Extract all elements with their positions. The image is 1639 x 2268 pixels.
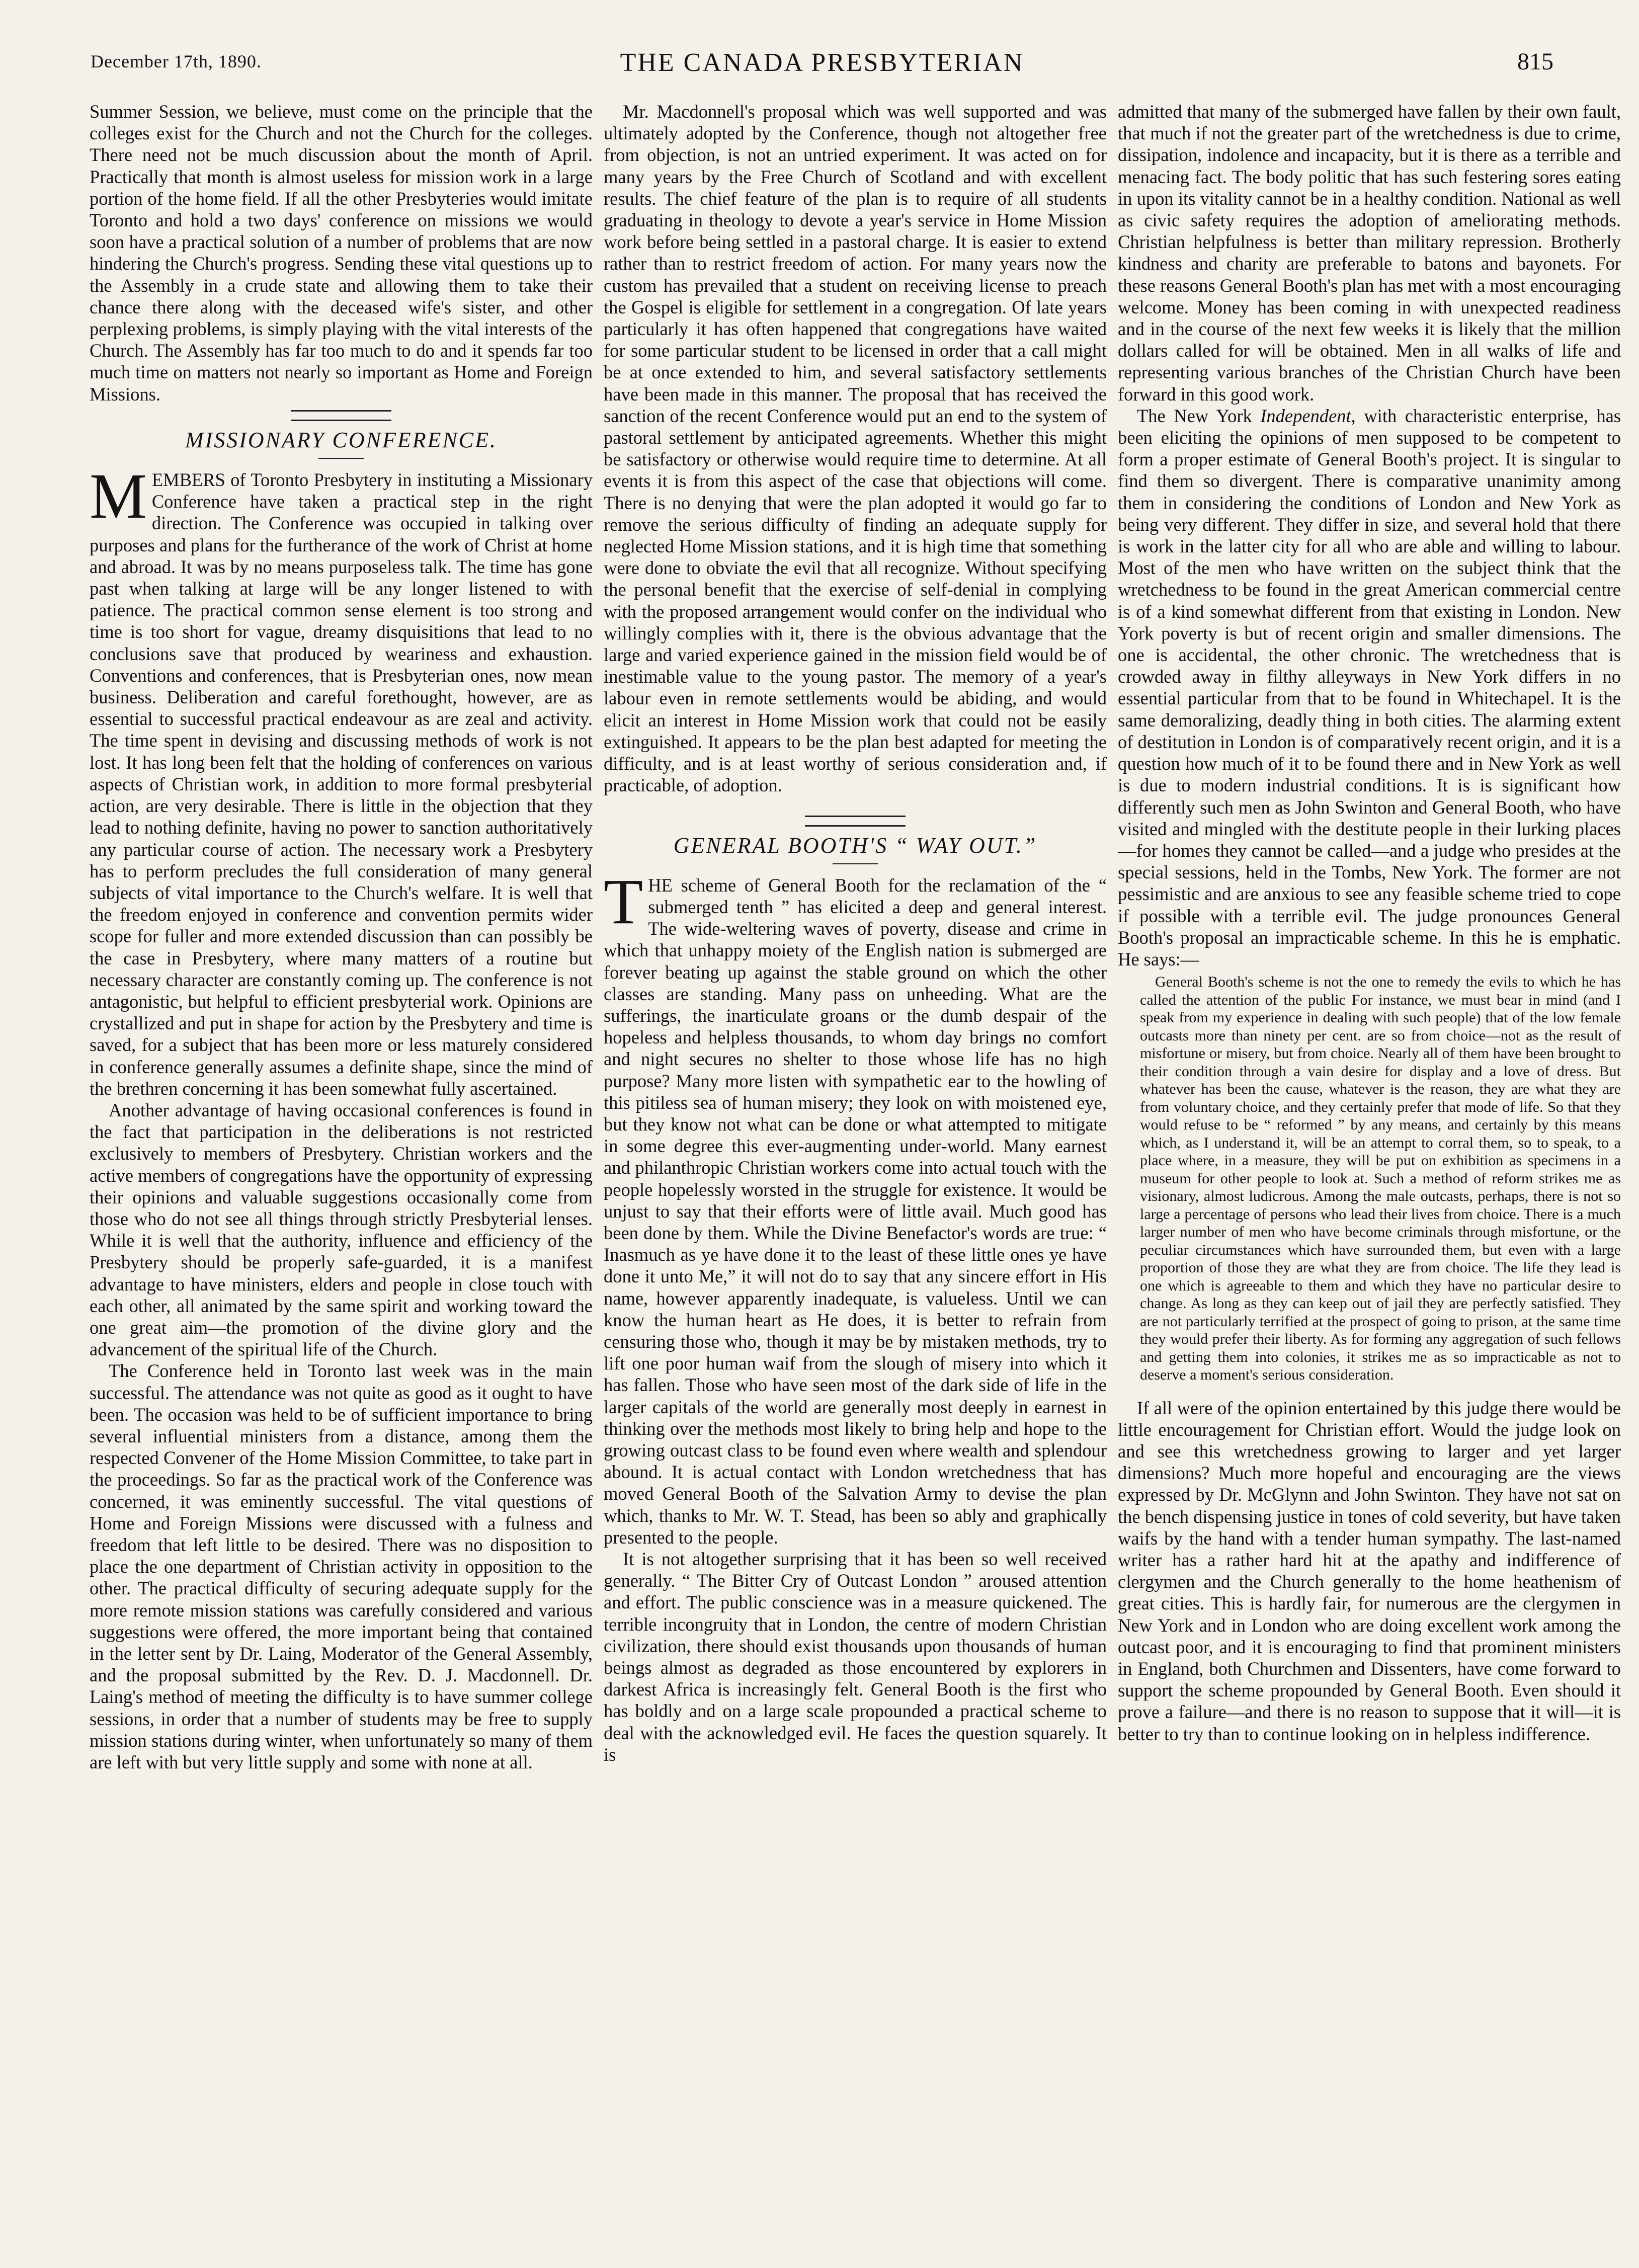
section-heading-general-booths-way-out: GENERAL BOOTH'S “ WAY OUT.”	[673, 833, 1037, 858]
drop-cap: T	[604, 865, 643, 937]
section-heading-missionary-conference: MISSIONARY CONFERENCE.	[185, 427, 498, 452]
paragraph: It is not altogether surprising that it has been so well received generally. “ The Bitter Cry of Outcast London ” aroused attention and effort. The public conscience was in a measure quickened. The terrible incongruity that in London, the centre of modern Christian civilization, there should exist thousands upon thousands of human beings almost as degraded as those encountered by explorers in darkest Africa is increasingly felt. General Booth is the first who has boldly and on a large scale propounded a practical scheme to deal with the acknowledged evil. He faces the question squarely. It is	[604, 1549, 1107, 1765]
heading-underline	[318, 458, 364, 459]
page-number: 815	[1517, 48, 1553, 75]
paragraph: If all were of the opinion entertained by this judge there would be little encouragement for Christian effort. Would the judge look on and see this wretchedness growing to larger and yet larger dimensions? Much more hopeful and encouraging are the views expressed by Dr. McGlynn and John Swinton. They have not sat on the bench dispensing justice in tones of cold severity, but have taken waifs by the hand with a tender human sympathy. The last-named writer has a rather hard hit at the apathy and indifference of clergymen and the Church generally to the home heathenism of great cities. This is hardly fair, for numerous are the clergymen in New York and in London who are doing excellent work among the outcast poor, and it is encouraging to find that prominent ministers in England, both Churchmen and Dissenters, have come forward to support the scheme propounded by General Booth. Even should it prove a failure—and there is no reason to suppose that it will—it is better to try than to continue looking on in helpless indifference.	[1118, 1397, 1621, 1744]
paragraph: The Conference held in Toronto last week was in the main successful. The attendance was not quite as good as it ought to have been. The occasion was held to be of sufficient importance to bring several influential ministers from a distance, among them the respected Convener of the Home Mission Committee, to take part in the proceedings. So far as the practical work of the Conference was concerned, it was eminently successful. The vital questions of Home and Foreign Missions were discussed with a fulness and freedom that left little to be desired. There was no disposition to place the one department of Christian activity in opposition to the other. The practical difficulty of securing adequate supply for the more remote mission stations was carefully considered and various suggestions were offered, the more important being that contained in the letter sent by Dr. Laing, Moderator of the General Assembly, and the proposal submitted by the Rev. D. J. Macdonnell. Dr. Laing's method of meeting the difficulty is to have summer college sessions, in order that a number of students may be free to supply mission stations during winter, when unfortunately so many of them are left with but very little supply and some with none at all.	[90, 1360, 593, 1773]
paragraph: Mr. Macdonnell's proposal which was well supported and was ultimately adopted by the Conference, though not altogether free from objection, is not an untried experiment. It was acted on for many years by the Free Church of Scotland and with excellent results. The chief feature of the plan is to require of all students graduating in theology to devote a year's service in Home Mission work before being settled in a pastoral charge. It is easier to extend rather than to restrict freedom of action. For many years now the custom has prevailed that a student on receiving license to preach the Gospel is eligible for settlement in a congregation. Of late years particularly it has often happened that congregations have waited for some particular student to be licensed in order that a call might be at once extended to him, and several satisfactory settlements have been made in this manner. The proposal that has received the sanction of the recent Conference would put an end to the system of pastoral settlement by anticipated agreements. Whether this might be satisfactory or otherwise would require time to determine. At all events it is from this aspect of the case that objections will come. There is no denying that were the plan adopted it would go far to remove the serious difficulty of finding an adequate supply for neglected Home Mission stations, and it is high time that something were done to obviate the evil that all recognize. Without specifying the personal benefit that the exercise of self-denial in complying with the proposed arrangement would confer on the individual who willingly complies with it, there is the obvious advantage that the large and varied experience gained in the mission field would be of inestimable value to the young pastor. The memory of a year's labour even in remote settlements would be abiding, and would elicit an interest in Home Mission work that could not be easily extinguished. It appears to be the plan best adapted for meeting the difficulty, and is at least worthy of serious consideration and, if practicable, of adoption.	[604, 101, 1107, 796]
paragraph: Another advantage of having occasional conferences is found in the fact that participation in the deliberations is not restricted exclusively to members of Presbytery. Christian workers and the active members of congregations have the opportunity of expressing their opinions and valuable suggestions occasionally come from those who do not see all things through strictly Presbyterial lenses. While it is well that the authority, influence and efficiency of the Presbytery should be properly safe-guarded, it is a manifest advantage to have ministers, elders and people in close touch with each other, all animated by the same spirit and working toward the one great aim—the promotion of the divine glory and the advancement of the spiritual life of the Church.	[90, 1099, 593, 1360]
paragraph: The New York Independent, with characteristic enterprise, has been eliciting the opinions of men supposed to be competent to form a proper estimate of General Booth's project. It is singular to find them so divergent. There is comparative unanimity among them in considering the conditions of London and New York as being very different. They differ in size, and several hold that there is work in the latter city for all who are able and willing to labour. Most of the men who have written on the subject think that the wretchedness to be found in the great American commercial centre is of a kind somewhat different from that existing in London. New York poverty is but of recent origin and smaller dimensions. The one is accidental, the other chronic. The wretchedness that is crowded away in filthy alleyways in New York differs in no essential particular from that to be found in Whitechapel. It is the same demoralizing, deadly thing in both cities. The alarming extent of destitution in London is of comparatively recent origin, and it is a question how much of it to be found there and in New York as well is due to modern industrial conditions. It is is significant how differently such men as John Swinton and General Booth, who have visited and mingled with the destitute people in their lurking places—for homes they cannot be called—and a judge who presides at the special sessions, held in the Tombs, New York. The former are not pessimistic and are anxious to see any feasible scheme tried to cope if possible with a terrible evil. The judge pronounces General Booth's proposal an impracticable scheme. In this he is emphatic. He says:—	[1118, 405, 1621, 969]
column-1	[90, 101, 593, 2254]
heading-underline	[833, 863, 878, 864]
issue-date: December 17th, 1890.	[91, 51, 262, 71]
paragraph: THE scheme of General Booth for the reclamation of the “ submerged tenth ” has elicited a deep and general interest. The wide-weltering waves of poverty, disease and crime in which that unhappy moiety of the English nation is submerged are forever beating up against the stable ground on which the other classes are standing. Many pass on unheeding. What are the sufferings, the inarticulate groans or the dumb despair of the hopeless and helpless thousands, to whom day brings no comfort and night secures no shelter to those whose life has no high purpose? Many more listen with sympathetic ear to the howling of this pitiless sea of human misery; they look on with moistened eye, but they know not what can be done or what attempted to mitigate in some degree this ever-augmenting under-world. Many earnest and philanthropic Christian workers come into actual touch with the people hopelessly worsted in the struggle for existence. It would be unjust to say that their efforts were of little avail. Much good has been done by them. While the Divine Benefactor's words are true: “ Inasmuch as ye have done it to the least of these little ones ye have done it unto Me,” it will not do to say that any sincere effort in His name, however apparently inadequate, is valueless. Until we can know the human heart as He does, it is better to refrain from censuring those who, though it may be by mistaken methods, try to lift one poor human waif from the slough of misery into which it has fallen. Those who have seen most of the dark side of life in the larger capitals of the world are generally most deeply in earnest in thinking over the methods most likely to bring help and hope to the growing outcast class to be found even where wealth and splendour abound. It is actual contact with London wretchedness that has moved General Booth of the Salvation Army to devise the plan which, thanks to Mr. W. T. Stead, has been so ably and graphically presented to the people.	[604, 865, 1107, 1548]
publication-title: Independent	[1260, 405, 1351, 426]
column-2	[604, 101, 1107, 2254]
paragraph: admitted that many of the submerged have fallen by their own fault, that much if not the greater part of the wretchedness is due to crime, dissipation, indolence and incapacity, but it is there as a terrible and menacing fact. The body politic that has such festering sores eating in upon its vitality cannot be in a healthy condition. National as well as civic safety requires the adoption of ameliorating methods. Christian helpfulness is better than military repression. Brotherly kindness and charity are preferable to batons and bayonets. For these reasons General Booth's plan has met with a most encouraging welcome. Money has been coming in with unexpected readiness and in the course of the next few weeks it is likely that the million dollars called for will be obtained. Men in all walks of life and representing various branches of the Christian Church have been forward in this good work.	[1118, 101, 1621, 404]
section-divider	[805, 816, 906, 827]
page-header	[91, 48, 1553, 83]
masthead-title: THE CANADA PRESBYTERIAN	[620, 48, 1024, 77]
column-3	[1118, 101, 1621, 2254]
drop-cap: M	[90, 460, 147, 532]
paragraph: MEMBERS of Toronto Presbytery in instituting a Missionary Conference have taken a practical step in the right direction. The Conference was occupied in talking over purposes and plans for the furtherance of the work of Christ at home and abroad. It was by no means purposeless talk. The time has gone past when talking at large will be any longer listened to with patience. The practical common sense element is too strong and time is too short for vague, dreamy disquisitions that lead to no conclusions save that produced by weariness and exhaustion. Conventions and conferences, that is Presbyterian ones, now mean business. Deliberation and careful forethought, however, are as essential to successful practical endeavour as are zeal and activity. The time spent in devising and discussing methods of work is not lost. It has long been felt that the holding of conferences on various aspects of Christian work, in addition to more formal presbyterial action, are very desirable. There is little in the objection that they lead to nothing definite, having no power to sanction authoritatively any particular course of action. The necessary work a Presbytery has to perform precludes the full consideration of many general subjects of vital importance to the Church's welfare. It is well that the freedom enjoyed in conference and convention permits wider scope for fuller and more extended discussion than can possibly be the case in Presbytery, where many matters of a routine but necessary character are constantly coming up. The conference is not antagonistic, but helpful to efficient presbyterial work. Opinions are crystallized and put in shape for action by the Presbytery and time is saved, for a subject that has been more or less maturely considered in conference generally assumes a definite shape, since the mind of the brethren concerning it has been somewhat fully ascertained.	[90, 460, 593, 1099]
section-divider	[291, 410, 391, 421]
paragraph: Summer Session, we believe, must come on the principle that the colleges exist for the Church and not the Church for the colleges. There need not be much discussion about the month of April. Practically that month is almost useless for mission work in a large portion of the home field. If all the other Presbyteries would imitate Toronto and hold a two days' conference on missions we would soon have a practical solution of a number of problems that are now hindering the Church's progress. Sending these vital questions up to the Assembly in a crude state and allowing them to take their chance there along with the deceased wife's sister, and other perplexing problems, is simply playing with the vital interests of the Church. The Assembly has far too much to do and it spends far too much time on matters not nearly so important as Home and Foreign Missions.	[90, 101, 593, 404]
block-quote: General Booth's scheme is not the one to remedy the evils to which he has called the attention of the public For instance, we must bear in mind (and I speak from my experience in dealing with such people) that of the low female outcasts more than ninety per cent. are so from choice—not as the result of misfortune or misery, but from choice. Nearly all of them have been brought to their condition through a vain desire for display and a love of dress. But whatever has been the cause, whatever is the reason, they are what they are from voluntary choice, and they certainly prefer that mode of life. So that they would refuse to be “ reformed ” by any means, and certainly by this means which, as I understand it, will be an attempt to corral them, so to speak, to a place where, in a measure, they will be put on exhibition as specimens in a museum for other people to look at. Such a method of reform strikes me as visionary, almost ludicrous. Among the male outcasts, perhaps, there is not so large a percentage of persons who lead their lives from choice. There is a much larger number of men who have become criminals through misfortune, or the peculiar circumstances which have surrounded them, but even with a large proportion of those they are what they are from choice. The life they lead is one which is agreeable to them and which they have no particular desire to change. As long as they can keep out of jail they are perfectly satisfied. They are not particularly terrified at the prospect of going to prison, at the same time they would prefer their liberty. As for forming any aggregation of such fellows and getting them into colonies, it strikes me as so impracticable as not to deserve a moment's serious consideration.	[1140, 974, 1621, 1384]
